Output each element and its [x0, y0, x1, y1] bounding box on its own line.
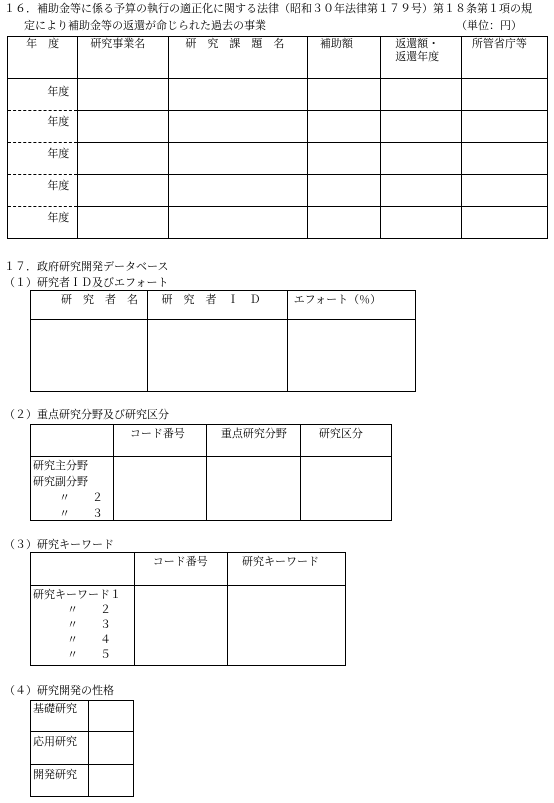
- year-label: 年度: [47, 147, 70, 160]
- row-label: 〃 ３: [59, 507, 103, 520]
- header-research-category: 研究区分: [300, 425, 391, 457]
- section16-table: [7, 36, 548, 239]
- nature-checkbox[interactable]: [89, 765, 134, 797]
- year-row: [8, 143, 548, 175]
- header-subsidy: 補助額: [307, 37, 380, 79]
- sub2-title: （２）重点研究分野及び研究区分: [4, 408, 169, 421]
- row-label: 〃 ２: [59, 491, 103, 504]
- nature-label: 開発研究: [31, 765, 89, 797]
- row-label: 〃 ２: [67, 603, 111, 616]
- section16-unit: （単位：円）: [456, 19, 522, 32]
- header-year: 年 度: [8, 37, 78, 79]
- header-ministry: 所管省庁等: [461, 37, 547, 79]
- header-refund: 返還額・ 返還年度: [381, 37, 462, 79]
- sub4-title: （４）研究開発の性格: [4, 684, 114, 697]
- header-research-keyword: 研究キーワード: [228, 553, 346, 586]
- sub1-title: （１）研究者ＩＤ及びエフォート: [4, 276, 169, 289]
- nature-label: 応用研究: [31, 732, 89, 765]
- keyword-row-labels: [31, 586, 135, 666]
- section17-title: １７．政府研究開発データベース: [4, 260, 169, 273]
- year-row: [8, 207, 548, 239]
- researcher-table: [30, 290, 416, 392]
- rd-nature-table: [30, 700, 134, 797]
- row-label: 〃 ３: [67, 618, 111, 631]
- sub3-title: （３）研究キーワード: [4, 538, 114, 551]
- section16-title-line1: １６．補助金等に係る予算の執行の適正化に関する法律（昭和３０年法律第１７９号）第１８条第１項の規: [4, 2, 532, 15]
- header-researcher-name: 研 究 者 名: [31, 291, 148, 320]
- year-row: [8, 79, 548, 111]
- field-row-labels: [31, 457, 114, 521]
- year-label: 年度: [47, 179, 70, 192]
- row-label: 〃 ５: [67, 648, 111, 661]
- row-label: 研究主分野: [33, 459, 88, 472]
- header-priority-field: 重点研究分野: [206, 425, 300, 457]
- year-label: 年度: [47, 211, 70, 224]
- header-code-number: コード番号: [134, 553, 227, 586]
- year-row: [8, 175, 548, 207]
- header-effort: エフォート（％）: [287, 291, 415, 320]
- header-researcher-id: 研 究 者 Ｉ Ｄ: [147, 291, 287, 320]
- header-project-name: 研究事業名: [78, 37, 169, 79]
- year-label: 年度: [47, 115, 70, 128]
- section16-title-line2: 定により補助金等の返還が命じられた過去の事業: [24, 19, 266, 32]
- row-label: 〃 ４: [67, 633, 111, 646]
- research-field-table: [30, 424, 392, 521]
- nature-checkbox[interactable]: [89, 701, 134, 732]
- keyword-table: [30, 552, 346, 666]
- row-label: 研究副分野: [33, 475, 88, 488]
- header-code-number: コード番号: [113, 425, 206, 457]
- nature-label: 基礎研究: [31, 701, 89, 732]
- year-label: 年度: [47, 85, 70, 98]
- nature-checkbox[interactable]: [89, 732, 134, 765]
- year-row: [8, 111, 548, 143]
- row-label: 研究キーワード１: [33, 588, 121, 601]
- header-research-theme: 研 究 課 題 名: [169, 37, 308, 79]
